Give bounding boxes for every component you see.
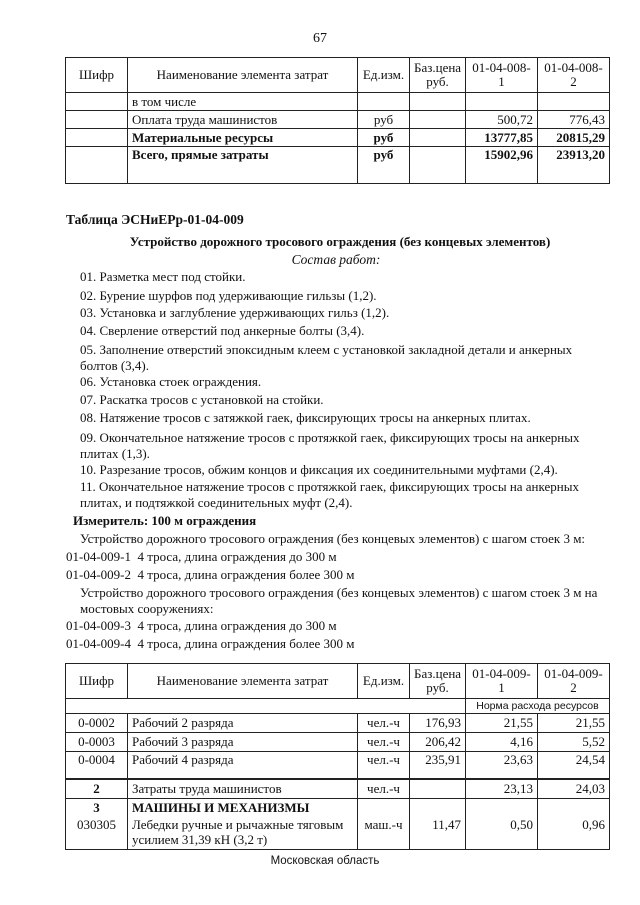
table-row xyxy=(66,752,610,780)
row-name: Оплата труда машинистов xyxy=(128,111,358,129)
work-item: 02. Бурение шурфов под удерживающие гильзы (1,2). xyxy=(80,288,377,303)
row-value-2: 21,55 xyxy=(538,714,610,733)
row-price: 235,91 xyxy=(410,752,466,780)
work-item: 04. Сверление отверстий под анкерные болты (3,4). xyxy=(80,323,365,338)
row-value-1: 21,55 xyxy=(466,714,538,733)
row-value-2: 24,54 xyxy=(538,752,610,780)
row-name: Материальные ресурсы xyxy=(128,129,358,147)
work-item: 07. Раскатка тросов с установкой на стойки. xyxy=(80,392,324,407)
header-code: Шифр xyxy=(66,664,128,699)
row-value-2: 23913,20 xyxy=(538,147,610,184)
works-heading: Состав работ: xyxy=(291,252,381,267)
table-subtitle: Устройство дорожного тросового ограждения (без концевых элементов) xyxy=(129,234,551,249)
row-value-1: 23,13 xyxy=(466,779,538,799)
header-base-price: Баз.цена руб. xyxy=(410,664,466,699)
header-code: Шифр xyxy=(66,58,128,93)
row-unit: маш.-ч xyxy=(358,817,410,850)
section-title: МАШИНЫ И МЕХАНИЗМЫ xyxy=(128,799,358,818)
row-code: 0-0004 xyxy=(66,752,128,780)
table-header-row xyxy=(66,58,610,93)
row-code: 030305 xyxy=(66,817,128,850)
code-text: 4 троса, длина ограждения до 300 м xyxy=(137,549,337,564)
row-unit: чел.-ч xyxy=(358,714,410,733)
page-number: 67 xyxy=(313,31,327,46)
cost-table-008 xyxy=(65,57,610,184)
description-paragraph: Устройство дорожного тросового ограждения (без концевых элементов) с шагом стоек 3 м: xyxy=(80,531,586,546)
row-unit: чел.-ч xyxy=(358,779,410,799)
row-value-1: 23,63 xyxy=(466,752,538,780)
description-paragraph: Устройство дорожного тросового ограждения (без концевых элементов) с шагом стоек 3 м на мостовых сооружениях: xyxy=(80,585,598,616)
code: 01-04-009-4 xyxy=(66,636,131,651)
table-row xyxy=(66,733,610,752)
row-unit: чел.-ч xyxy=(358,733,410,752)
table-row xyxy=(66,147,610,184)
header-col2: 01-04-008-2 xyxy=(538,58,610,93)
row-value-2: 20815,29 xyxy=(538,129,610,147)
header-col2: 01-04-009-2 xyxy=(538,664,610,699)
row-value-2: 24,03 xyxy=(538,779,610,799)
code-text: 4 троса, длина ограждения более 300 м xyxy=(137,636,355,651)
resource-table-009 xyxy=(65,663,610,850)
table-header-row xyxy=(66,664,610,699)
table-row xyxy=(66,93,610,111)
section-row xyxy=(66,799,610,818)
row-value-1: 15902,96 xyxy=(466,147,538,184)
page-footer: Московская область xyxy=(270,855,380,867)
code: 01-04-009-1 xyxy=(66,549,131,564)
row-price: 11,47 xyxy=(410,817,466,850)
work-item: 01. Разметка мест под стойки. xyxy=(80,269,246,284)
code: 01-04-009-2 xyxy=(66,567,131,582)
measure-unit: Измеритель: 100 м ограждения xyxy=(73,513,257,528)
code-text: 4 троса, длина ограждения более 300 м xyxy=(137,567,355,582)
table-row xyxy=(66,779,610,799)
table-row xyxy=(66,111,610,129)
row-name: в том числе xyxy=(128,93,358,111)
row-code: 2 xyxy=(66,779,128,799)
header-unit: Ед.изм. xyxy=(358,664,410,699)
work-item: 10. Разрезание тросов, обжим концов и фиксация их соединительными муфтами (2,4). xyxy=(80,462,558,477)
row-name: Затраты труда машинистов xyxy=(128,779,358,799)
row-code: 0-0002 xyxy=(66,714,128,733)
table-row xyxy=(66,817,610,850)
work-item: 11. Окончательное натяжение тросов с протяжкой гаек, фиксирующих тросы на анкерных плитах, и подтяжкой соединительных муфт (2,4). xyxy=(80,479,579,510)
header-col1: 01-04-009-1 xyxy=(466,664,538,699)
work-item: 09. Окончательное натяжение тросов с протяжкой гаек, фиксирующих тросы на анкерных плитах (1,3). xyxy=(80,430,580,461)
row-value-1: 500,72 xyxy=(466,111,538,129)
row-name: Всего, прямые затраты xyxy=(128,147,358,184)
table-row xyxy=(66,714,610,733)
row-code: 0-0003 xyxy=(66,733,128,752)
code-text: 4 троса, длина ограждения до 300 м xyxy=(137,618,337,633)
row-unit: чел.-ч xyxy=(358,752,410,780)
code-line xyxy=(66,618,337,634)
code: 01-04-009-3 xyxy=(66,618,131,633)
row-unit: руб xyxy=(358,129,410,147)
row-unit: руб xyxy=(358,147,410,184)
row-price xyxy=(410,779,466,799)
row-name: Рабочий 3 разряда xyxy=(128,733,358,752)
row-value-1: 13777,85 xyxy=(466,129,538,147)
header-col1: 01-04-008-1 xyxy=(466,58,538,93)
row-value-2: 776,43 xyxy=(538,111,610,129)
row-price: 176,93 xyxy=(410,714,466,733)
row-unit: руб xyxy=(358,111,410,129)
row-name: Лебедки ручные и рычажные тяговым усилием 31,39 кН (3,2 т) xyxy=(128,817,358,850)
row-value-2: 0,96 xyxy=(538,817,610,850)
header-base-price: Баз.цена руб. xyxy=(410,58,466,93)
work-item: 06. Установка стоек ограждения. xyxy=(80,374,262,389)
row-price: 206,42 xyxy=(410,733,466,752)
norm-row xyxy=(66,699,610,714)
code-line xyxy=(66,567,354,583)
row-value-1: 0,50 xyxy=(466,817,538,850)
row-name: Рабочий 2 разряда xyxy=(128,714,358,733)
table-row xyxy=(66,129,610,147)
code-line xyxy=(66,636,354,652)
table-title: Таблица ЭСНиЕРр-01-04-009 xyxy=(66,212,244,227)
section-code: 3 xyxy=(66,799,128,818)
row-value-2: 5,52 xyxy=(538,733,610,752)
code-line xyxy=(66,549,337,565)
work-item: 08. Натяжение тросов с затяжкой гаек, фиксирующих тросы на анкерных плитах. xyxy=(80,410,531,425)
header-unit: Ед.изм. xyxy=(358,58,410,93)
norm-label: Норма расхода ресурсов xyxy=(466,699,610,714)
row-value-1: 4,16 xyxy=(466,733,538,752)
work-item: 05. Заполнение отверстий эпоксидным клеем с установкой закладной детали и анкерных болтов (3,4). xyxy=(80,342,573,373)
row-name: Рабочий 4 разряда xyxy=(128,752,358,780)
work-item: 03. Установка и заглубление удерживающих гильз (1,2). xyxy=(80,305,390,320)
header-name: Наименование элемента затрат xyxy=(128,58,358,93)
header-name: Наименование элемента затрат xyxy=(128,664,358,699)
